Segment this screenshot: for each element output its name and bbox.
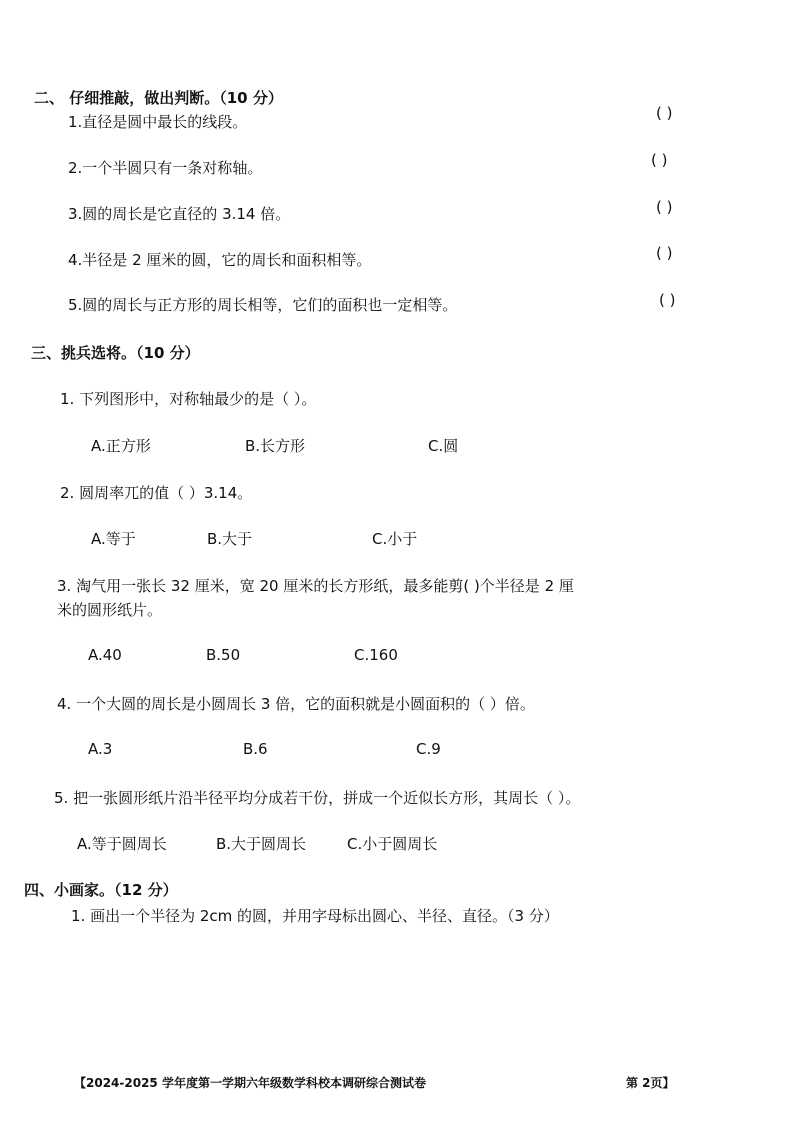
q5-option-b[interactable]: B.大于圆周长 — [216, 835, 307, 853]
judge-item-5: 5.圆的周长与正方形的周长相等，它们的面积也一定相等。 — [68, 296, 458, 314]
q1-option-b[interactable]: B.长方形 — [245, 437, 306, 455]
q5-option-a[interactable]: A.等于圆周长 — [77, 835, 167, 853]
choice-question-3: 3. 淘气用一张长 32 厘米，宽 20 厘米的长方形纸，最多能剪( )个半径是 2 厘 — [57, 577, 574, 595]
q2-option-c[interactable]: C.小于 — [372, 530, 418, 548]
q1-option-a[interactable]: A.正方形 — [91, 437, 151, 455]
judge-item-3: 3.圆的周长是它直径的 3.14 倍。 — [68, 205, 291, 223]
answer-paren-1[interactable]: ( ) — [656, 104, 673, 122]
q3-option-a[interactable]: A.40 — [88, 646, 122, 664]
judge-item-1: 1.直径是圆中最长的线段。 — [68, 113, 248, 131]
q2-option-a[interactable]: A.等于 — [91, 530, 136, 548]
drawing-item-1: 1. 画出一个半径为 2cm 的圆，并用字母标出圆心、半径、直径。（3 分） — [71, 907, 559, 925]
q3-option-b[interactable]: B.50 — [206, 646, 241, 664]
choice-question-3-line-2: 米的圆形纸片。 — [57, 601, 163, 619]
section-2-heading: 二、 仔细推敲，做出判断。（10 分） — [34, 89, 283, 107]
q1-option-c[interactable]: C.圆 — [428, 437, 459, 455]
section-3-heading: 三、挑兵选将。（10 分） — [31, 344, 200, 362]
answer-paren-2[interactable]: ( ) — [651, 151, 668, 169]
q4-option-a[interactable]: A.3 — [88, 740, 113, 758]
q2-option-b[interactable]: B.大于 — [207, 530, 253, 548]
footer-page-number: 第 2页】 — [626, 1076, 675, 1090]
choice-question-4: 4. 一个大圆的周长是小圆周长 3 倍，它的面积就是小圆面积的（ ）倍。 — [57, 695, 535, 713]
section-4-heading: 四、小画家。（12 分） — [24, 881, 178, 899]
q3-option-c[interactable]: C.160 — [354, 646, 398, 664]
choice-question-2: 2. 圆周率兀的值（ ）3.14。 — [60, 484, 253, 502]
q4-option-c[interactable]: C.9 — [416, 740, 441, 758]
q4-option-b[interactable]: B.6 — [243, 740, 268, 758]
footer-exam-title: 【2024-2025 学年度第一学期六年级数学科校本调研综合测试卷 — [74, 1076, 426, 1090]
choice-question-5: 5. 把一张圆形纸片沿半径平均分成若干份，拼成一个近似长方形，其周长（ ）。 — [54, 789, 581, 807]
judge-item-2: 2.一个半圆只有一条对称轴。 — [68, 159, 263, 177]
choice-question-1: 1. 下列图形中，对称轴最少的是（ ）。 — [60, 390, 317, 408]
judge-item-4: 4.半径是 2 厘米的圆，它的周长和面积相等。 — [68, 251, 372, 269]
answer-paren-4[interactable]: ( ) — [656, 244, 673, 262]
q5-option-c[interactable]: C.小于圆周长 — [347, 835, 438, 853]
answer-paren-3[interactable]: ( ) — [656, 198, 673, 216]
answer-paren-5[interactable]: ( ) — [659, 291, 676, 309]
